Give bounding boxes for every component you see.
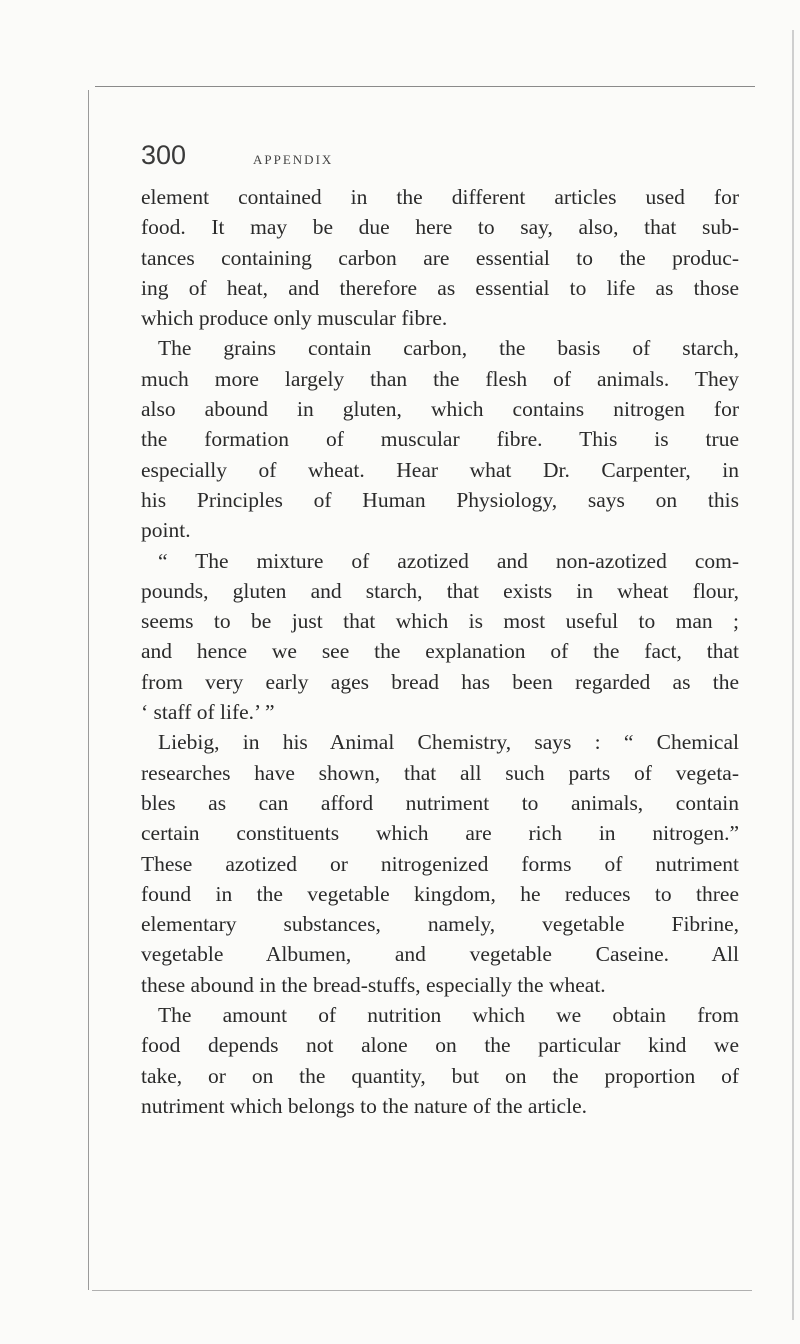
page-border-left <box>88 90 89 1290</box>
page-border-bottom <box>92 1290 752 1291</box>
page-header <box>141 140 731 180</box>
text-line: nutriment which belongs to the nature of the article. <box>141 1093 587 1118</box>
text-line: elementary substances, namely, vegetable Fibrine, <box>141 912 739 937</box>
text-line: much more largely than the flesh of animals. They <box>141 366 739 391</box>
text-line: certain constituents which are rich in nitrogen.” <box>141 821 739 846</box>
text-line: Liebig, in his Animal Chemistry, says : “ Chemical <box>158 730 739 755</box>
text-line: bles as can afford nutriment to animals, contain <box>141 790 739 815</box>
text-line: from very early ages bread has been regarded as the <box>141 669 739 694</box>
text-line: tances containing carbon are essential to the produc- <box>141 245 739 270</box>
text-line: the formation of muscular fibre. This is true <box>141 427 739 452</box>
text-line: found in the vegetable kingdom, he reduces to three <box>141 881 739 906</box>
text-line: “ The mixture of azotized and non-azotized com- <box>158 548 739 573</box>
page-border-right <box>792 30 794 1320</box>
text-line: vegetable Albumen, and vegetable Caseine. All <box>141 942 739 967</box>
text-line: ‘ staff of life.’ ” <box>141 700 275 725</box>
text-line: food. It may be due here to say, also, that sub- <box>141 215 739 240</box>
page-number: 300 <box>141 140 187 170</box>
text-line: pounds, gluten and starch, that exists in wheat flour, <box>141 578 739 603</box>
page-border-top <box>95 86 755 87</box>
text-line: take, or on the quantity, but on the proportion of <box>141 1063 739 1088</box>
text-line: these abound in the bread-stuffs, especially the wheat. <box>141 972 606 997</box>
text-line: which produce only muscular fibre. <box>141 306 448 331</box>
text-line: seems to be just that which is most useful to man ; <box>141 609 739 634</box>
text-line: element contained in the different articles used for <box>141 185 739 209</box>
text-line: his Principles of Human Physiology, says on this <box>141 487 739 512</box>
text-line: especially of wheat. Hear what Dr. Carpenter, in <box>141 457 739 482</box>
text-line: food depends not alone on the particular kind we <box>141 1033 739 1058</box>
text-line: also abound in gluten, which contains nitrogen for <box>141 397 739 422</box>
text-line: point. <box>141 518 191 543</box>
body-text <box>141 182 739 1121</box>
text-line: These azotized or nitrogenized forms of nutriment <box>141 851 739 876</box>
text-line: researches have shown, that all such parts of vegeta- <box>141 760 739 785</box>
text-line: ing of heat, and therefore as essential to life as those <box>141 275 739 300</box>
text-line: The amount of nutrition which we obtain from <box>158 1003 739 1028</box>
text-line: The grains contain carbon, the basis of starch, <box>158 336 739 361</box>
text-line: and hence we see the explanation of the fact, that <box>141 639 739 664</box>
running-head: APPENDIX <box>253 152 334 167</box>
